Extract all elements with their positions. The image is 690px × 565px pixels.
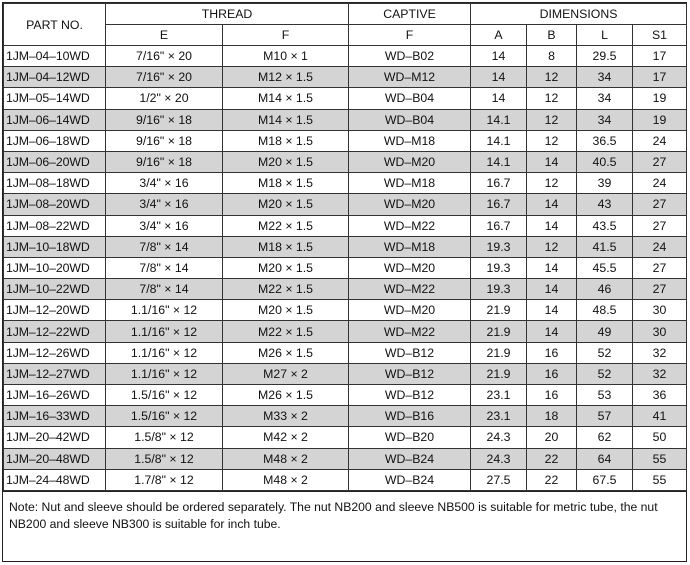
dim-b-cell: 14 xyxy=(527,151,577,172)
thread-e-cell: 1.1/16" × 12 xyxy=(106,321,223,342)
thread-e-cell: 1/2" × 20 xyxy=(106,88,223,109)
thread-f-cell: M12 × 1.5 xyxy=(223,67,349,88)
dim-a-cell: 21.9 xyxy=(471,342,527,363)
dim-l-cell: 49 xyxy=(577,321,633,342)
dim-s1-cell: 36 xyxy=(633,385,687,406)
dim-l-cell: 62 xyxy=(577,427,633,448)
table-row xyxy=(4,257,687,278)
captive-f-cell: WD–B16 xyxy=(349,406,471,427)
thread-e-cell: 1.1/16" × 12 xyxy=(106,363,223,384)
part-no-cell: 1JM–10–18WD xyxy=(4,236,106,257)
dim-b-cell: 22 xyxy=(527,448,577,469)
dim-b-cell: 14 xyxy=(527,215,577,236)
thread-f-cell: M18 × 1.5 xyxy=(223,130,349,151)
subheader-l: L xyxy=(577,25,633,46)
dim-a-cell: 14 xyxy=(471,67,527,88)
captive-f-cell: WD–B20 xyxy=(349,427,471,448)
table-row xyxy=(4,448,687,469)
thread-e-cell: 7/16" × 20 xyxy=(106,67,223,88)
part-no-cell: 1JM–05–14WD xyxy=(4,88,106,109)
dim-b-cell: 16 xyxy=(527,385,577,406)
captive-f-cell: WD–B12 xyxy=(349,385,471,406)
part-no-cell: 1JM–12–22WD xyxy=(4,321,106,342)
subheader-f-captive: F xyxy=(349,25,471,46)
dim-s1-cell: 24 xyxy=(633,130,687,151)
dim-a-cell: 14.1 xyxy=(471,109,527,130)
dim-s1-cell: 32 xyxy=(633,363,687,384)
dim-b-cell: 8 xyxy=(527,46,577,67)
table-body xyxy=(4,46,687,491)
dim-l-cell: 29.5 xyxy=(577,46,633,67)
captive-f-cell: WD–B04 xyxy=(349,109,471,130)
thread-e-cell: 3/4" × 16 xyxy=(106,173,223,194)
captive-f-cell: WD–M20 xyxy=(349,151,471,172)
dim-b-cell: 14 xyxy=(527,194,577,215)
thread-f-cell: M26 × 1.5 xyxy=(223,385,349,406)
captive-f-cell: WD–B02 xyxy=(349,46,471,67)
dim-l-cell: 64 xyxy=(577,448,633,469)
dim-a-cell: 14 xyxy=(471,46,527,67)
part-no-cell: 1JM–12–27WD xyxy=(4,363,106,384)
dim-l-cell: 41.5 xyxy=(577,236,633,257)
dim-b-cell: 16 xyxy=(527,363,577,384)
part-no-cell: 1JM–16–33WD xyxy=(4,406,106,427)
captive-f-cell: WD–M18 xyxy=(349,173,471,194)
dim-s1-cell: 17 xyxy=(633,46,687,67)
dim-b-cell: 12 xyxy=(527,130,577,151)
captive-f-cell: WD–M20 xyxy=(349,300,471,321)
thread-f-cell: M22 × 1.5 xyxy=(223,321,349,342)
dim-l-cell: 57 xyxy=(577,406,633,427)
thread-e-cell: 9/16" × 18 xyxy=(106,109,223,130)
part-no-cell: 1JM–06–18WD xyxy=(4,130,106,151)
thread-f-cell: M20 × 1.5 xyxy=(223,151,349,172)
dim-a-cell: 21.9 xyxy=(471,321,527,342)
dim-l-cell: 34 xyxy=(577,67,633,88)
thread-f-cell: M48 × 2 xyxy=(223,448,349,469)
table-row xyxy=(4,173,687,194)
thread-f-cell: M20 × 1.5 xyxy=(223,194,349,215)
dim-b-cell: 12 xyxy=(527,173,577,194)
dim-s1-cell: 19 xyxy=(633,109,687,130)
dim-l-cell: 52 xyxy=(577,363,633,384)
dim-b-cell: 16 xyxy=(527,342,577,363)
thread-e-cell: 7/8" × 14 xyxy=(106,236,223,257)
captive-f-cell: WD–B12 xyxy=(349,363,471,384)
dim-s1-cell: 24 xyxy=(633,173,687,194)
thread-e-cell: 1.5/8" × 12 xyxy=(106,427,223,448)
part-no-cell: 1JM–24–48WD xyxy=(4,469,106,490)
captive-f-cell: WD–M22 xyxy=(349,321,471,342)
part-spec-table xyxy=(3,3,687,491)
dim-l-cell: 43 xyxy=(577,194,633,215)
dim-s1-cell: 17 xyxy=(633,67,687,88)
table-row xyxy=(4,427,687,448)
table-row xyxy=(4,109,687,130)
dim-s1-cell: 27 xyxy=(633,215,687,236)
thread-e-cell: 1.5/16" × 12 xyxy=(106,385,223,406)
dim-l-cell: 67.5 xyxy=(577,469,633,490)
subheader-e: E xyxy=(106,25,223,46)
part-no-cell: 1JM–04–12WD xyxy=(4,67,106,88)
dim-s1-cell: 24 xyxy=(633,236,687,257)
captive-f-cell: WD–M22 xyxy=(349,279,471,300)
part-no-cell: 1JM–08–18WD xyxy=(4,173,106,194)
table-row xyxy=(4,236,687,257)
dim-l-cell: 52 xyxy=(577,342,633,363)
dim-a-cell: 14.1 xyxy=(471,151,527,172)
thread-e-cell: 3/4" × 16 xyxy=(106,194,223,215)
captive-f-cell: WD–B12 xyxy=(349,342,471,363)
dim-s1-cell: 30 xyxy=(633,300,687,321)
dim-a-cell: 14.1 xyxy=(471,130,527,151)
header-part-no: PART NO. xyxy=(4,4,106,46)
thread-f-cell: M42 × 2 xyxy=(223,427,349,448)
thread-f-cell: M18 × 1.5 xyxy=(223,236,349,257)
captive-f-cell: WD–M22 xyxy=(349,215,471,236)
dim-a-cell: 19.3 xyxy=(471,279,527,300)
thread-e-cell: 9/16" × 18 xyxy=(106,130,223,151)
thread-e-cell: 7/16" × 20 xyxy=(106,46,223,67)
part-no-cell: 1JM–20–42WD xyxy=(4,427,106,448)
dim-l-cell: 36.5 xyxy=(577,130,633,151)
dim-a-cell: 14 xyxy=(471,88,527,109)
dim-l-cell: 40.5 xyxy=(577,151,633,172)
subheader-b: B xyxy=(527,25,577,46)
table-row xyxy=(4,385,687,406)
dim-b-cell: 14 xyxy=(527,300,577,321)
part-no-cell: 1JM–04–10WD xyxy=(4,46,106,67)
dim-l-cell: 53 xyxy=(577,385,633,406)
dim-s1-cell: 32 xyxy=(633,342,687,363)
captive-f-cell: WD–B24 xyxy=(349,469,471,490)
table-row xyxy=(4,88,687,109)
header-thread: THREAD xyxy=(106,4,349,25)
dim-s1-cell: 55 xyxy=(633,448,687,469)
thread-e-cell: 1.5/8" × 12 xyxy=(106,448,223,469)
table-row xyxy=(4,321,687,342)
dim-b-cell: 18 xyxy=(527,406,577,427)
table-row xyxy=(4,46,687,67)
thread-f-cell: M48 × 2 xyxy=(223,469,349,490)
thread-f-cell: M14 × 1.5 xyxy=(223,88,349,109)
captive-f-cell: WD–M18 xyxy=(349,236,471,257)
dim-l-cell: 39 xyxy=(577,173,633,194)
dim-b-cell: 12 xyxy=(527,236,577,257)
thread-e-cell: 9/16" × 18 xyxy=(106,151,223,172)
dim-l-cell: 48.5 xyxy=(577,300,633,321)
dim-l-cell: 34 xyxy=(577,88,633,109)
part-no-cell: 1JM–10–22WD xyxy=(4,279,106,300)
thread-e-cell: 1.1/16" × 12 xyxy=(106,300,223,321)
part-no-cell: 1JM–16–26WD xyxy=(4,385,106,406)
dim-s1-cell: 41 xyxy=(633,406,687,427)
spec-sheet xyxy=(2,2,687,562)
thread-e-cell: 1.1/16" × 12 xyxy=(106,342,223,363)
dim-a-cell: 19.3 xyxy=(471,257,527,278)
dim-a-cell: 27.5 xyxy=(471,469,527,490)
dim-a-cell: 23.1 xyxy=(471,406,527,427)
dim-l-cell: 43.5 xyxy=(577,215,633,236)
thread-e-cell: 7/8" × 14 xyxy=(106,279,223,300)
dim-b-cell: 14 xyxy=(527,257,577,278)
dim-b-cell: 12 xyxy=(527,88,577,109)
thread-e-cell: 1.7/8" × 12 xyxy=(106,469,223,490)
dim-s1-cell: 55 xyxy=(633,469,687,490)
dim-b-cell: 12 xyxy=(527,109,577,130)
table-row xyxy=(4,215,687,236)
dim-a-cell: 23.1 xyxy=(471,385,527,406)
dim-s1-cell: 27 xyxy=(633,279,687,300)
table-row xyxy=(4,342,687,363)
dim-l-cell: 46 xyxy=(577,279,633,300)
thread-f-cell: M14 × 1.5 xyxy=(223,109,349,130)
part-no-cell: 1JM–10–20WD xyxy=(4,257,106,278)
header-captive: CAPTIVE xyxy=(349,4,471,25)
ordering-note: Note: Nut and sleeve should be ordered separately. The nut NB200 and sleeve NB500 is suitable for metric tube, the nut NB200 and sleeve NB300 is suitable for inch tube. xyxy=(9,499,658,531)
table-row xyxy=(4,406,687,427)
subheader-s1: S1 xyxy=(633,25,687,46)
dim-s1-cell: 50 xyxy=(633,427,687,448)
dim-l-cell: 45.5 xyxy=(577,257,633,278)
dim-a-cell: 24.3 xyxy=(471,427,527,448)
table-row xyxy=(4,130,687,151)
thread-f-cell: M26 × 1.5 xyxy=(223,342,349,363)
part-no-cell: 1JM–08–22WD xyxy=(4,215,106,236)
captive-f-cell: WD–M18 xyxy=(349,130,471,151)
thread-e-cell: 1.5/16" × 12 xyxy=(106,406,223,427)
thread-f-cell: M27 × 2 xyxy=(223,363,349,384)
part-no-cell: 1JM–20–48WD xyxy=(4,448,106,469)
thread-f-cell: M20 × 1.5 xyxy=(223,257,349,278)
dim-b-cell: 14 xyxy=(527,321,577,342)
subheader-a: A xyxy=(471,25,527,46)
thread-f-cell: M18 × 1.5 xyxy=(223,173,349,194)
dim-a-cell: 16.7 xyxy=(471,173,527,194)
captive-f-cell: WD–M12 xyxy=(349,67,471,88)
table-row xyxy=(4,194,687,215)
part-no-cell: 1JM–06–14WD xyxy=(4,109,106,130)
dim-a-cell: 19.3 xyxy=(471,236,527,257)
part-no-cell: 1JM–12–20WD xyxy=(4,300,106,321)
part-no-cell: 1JM–06–20WD xyxy=(4,151,106,172)
dim-b-cell: 22 xyxy=(527,469,577,490)
dim-a-cell: 24.3 xyxy=(471,448,527,469)
dim-a-cell: 21.9 xyxy=(471,300,527,321)
dim-s1-cell: 30 xyxy=(633,321,687,342)
header-dimensions: DIMENSIONS xyxy=(471,4,687,25)
dim-b-cell: 20 xyxy=(527,427,577,448)
dim-a-cell: 21.9 xyxy=(471,363,527,384)
thread-f-cell: M33 × 2 xyxy=(223,406,349,427)
dim-b-cell: 14 xyxy=(527,279,577,300)
thread-f-cell: M20 × 1.5 xyxy=(223,300,349,321)
dim-a-cell: 16.7 xyxy=(471,194,527,215)
captive-f-cell: WD–M20 xyxy=(349,194,471,215)
dim-l-cell: 34 xyxy=(577,109,633,130)
table-row xyxy=(4,279,687,300)
thread-e-cell: 7/8" × 14 xyxy=(106,257,223,278)
table-row xyxy=(4,363,687,384)
thread-f-cell: M22 × 1.5 xyxy=(223,279,349,300)
dim-s1-cell: 27 xyxy=(633,194,687,215)
dim-s1-cell: 27 xyxy=(633,151,687,172)
captive-f-cell: WD–B04 xyxy=(349,88,471,109)
dim-s1-cell: 27 xyxy=(633,257,687,278)
table-row xyxy=(4,300,687,321)
part-no-cell: 1JM–12–26WD xyxy=(4,342,106,363)
table-row xyxy=(4,151,687,172)
captive-f-cell: WD–M20 xyxy=(349,257,471,278)
subheader-f-thread: F xyxy=(223,25,349,46)
part-no-cell: 1JM–08–20WD xyxy=(4,194,106,215)
captive-f-cell: WD–B24 xyxy=(349,448,471,469)
thread-f-cell: M10 × 1 xyxy=(223,46,349,67)
dim-a-cell: 16.7 xyxy=(471,215,527,236)
thread-e-cell: 3/4" × 16 xyxy=(106,215,223,236)
table-row xyxy=(4,469,687,490)
dim-b-cell: 12 xyxy=(527,67,577,88)
table-row xyxy=(4,67,687,88)
dim-s1-cell: 19 xyxy=(633,88,687,109)
thread-f-cell: M22 × 1.5 xyxy=(223,215,349,236)
